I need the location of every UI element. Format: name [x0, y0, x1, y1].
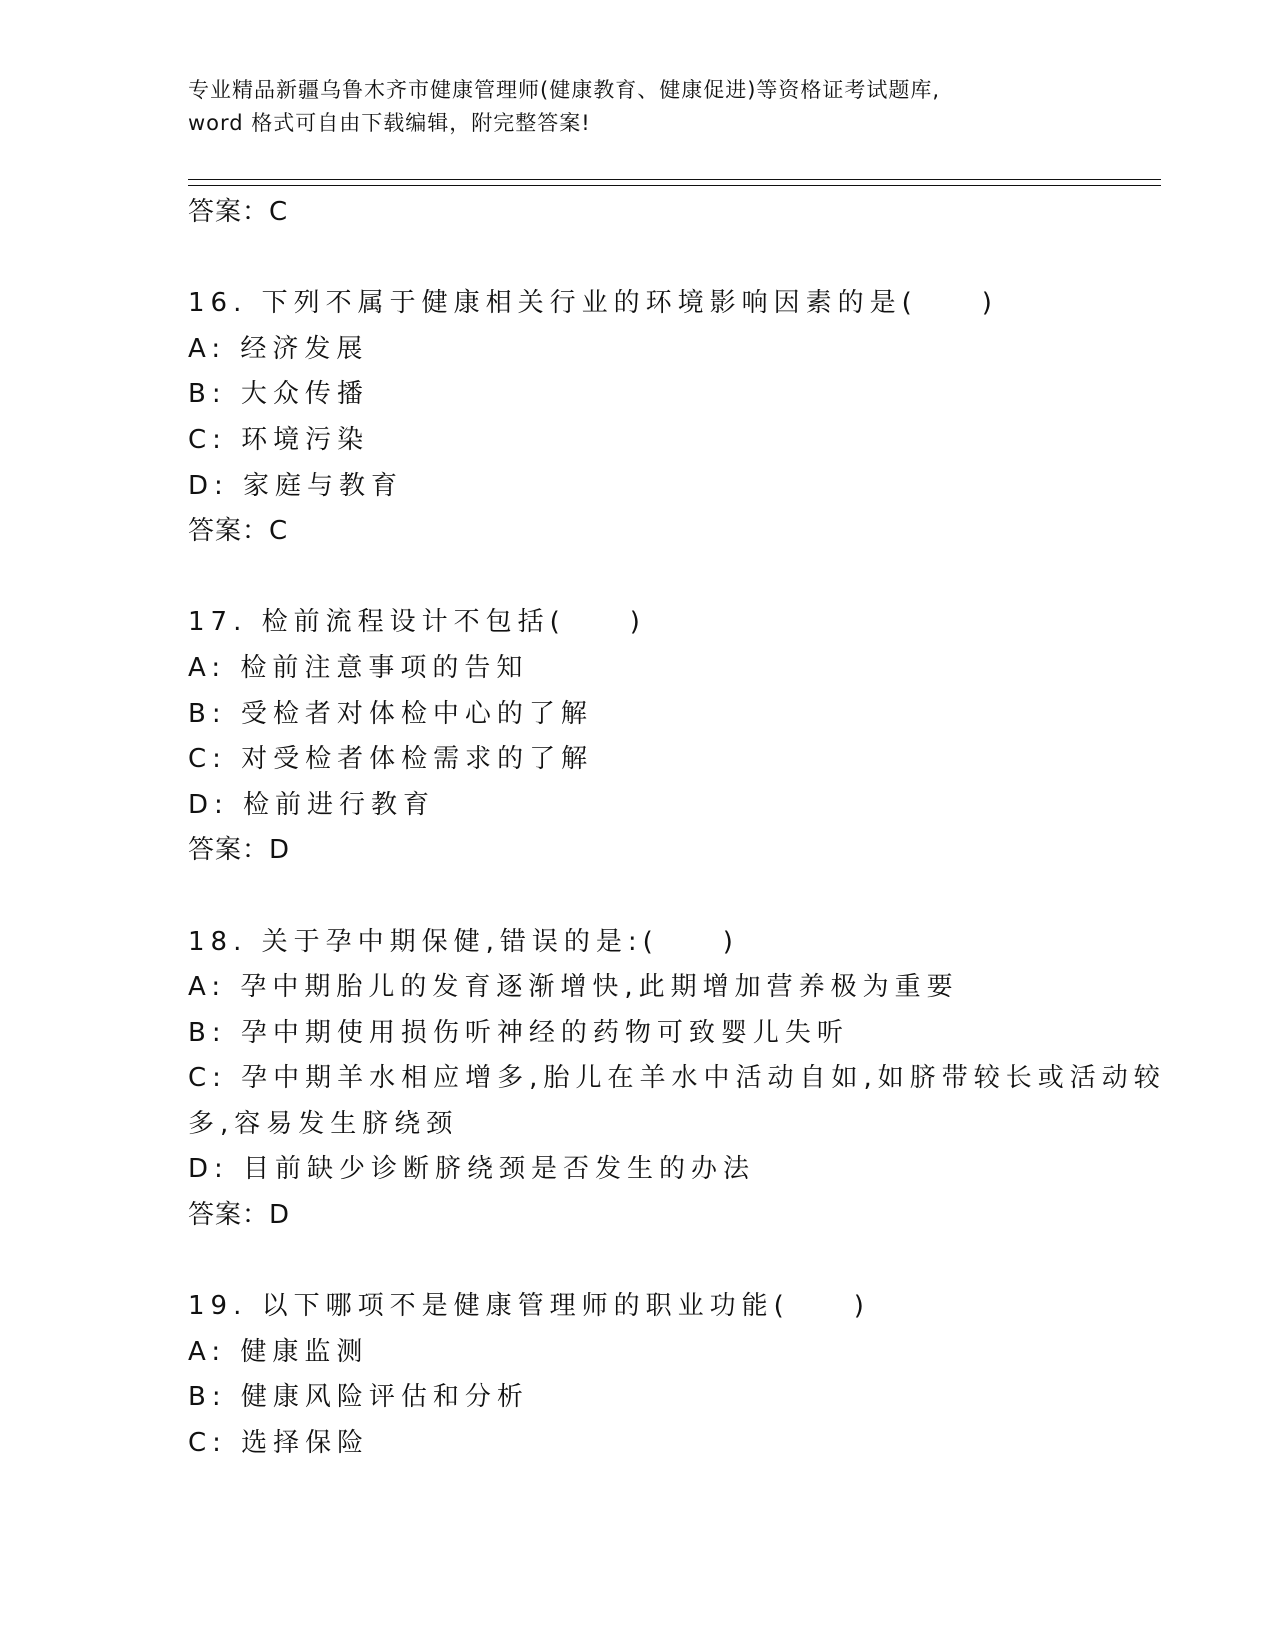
question-stem: 18. 关于孕中期保健,错误的是:( ) — [188, 926, 739, 957]
question-17 — [188, 600, 1148, 874]
spacer — [188, 555, 1148, 601]
option-c: C: 选择保险 — [188, 1428, 370, 1459]
question-list — [188, 190, 1166, 1467]
question-18 — [188, 920, 1166, 1239]
option-d: D: 目前缺少诊断脐绕颈是否发生的办法 — [188, 1154, 756, 1185]
option-b: B: 健康风险评估和分析 — [188, 1382, 529, 1413]
document-header — [188, 74, 1088, 140]
question-stem: 16. 下列不属于健康相关行业的环境影响因素的是( ) — [188, 288, 998, 319]
header-line-1: 专业精品新疆乌鲁木齐市健康管理师(健康教育、健康促进)等资格证考试题库, — [188, 78, 941, 102]
answer-line: 答案：C — [188, 197, 289, 227]
answer-line: 答案：C — [188, 516, 289, 547]
answer-line: 答案：D — [188, 835, 291, 866]
header-line-2: word 格式可自由下载编辑，附完整答案! — [188, 111, 591, 135]
option-a: A: 孕中期胎儿的发育逐渐增快,此期增加营养极为重要 — [188, 972, 959, 1003]
question-16 — [188, 281, 1148, 555]
option-b: B: 受检者对体检中心的了解 — [188, 698, 593, 729]
header-divider-bottom — [188, 185, 1161, 186]
option-a: A: 健康监测 — [188, 1336, 369, 1367]
spacer — [188, 874, 1148, 920]
spacer — [188, 1239, 1148, 1285]
option-d: D: 检前进行教育 — [188, 789, 436, 820]
option-c: C: 环境污染 — [188, 424, 370, 455]
option-b: B: 大众传播 — [188, 379, 369, 410]
option-b: B: 孕中期使用损伤听神经的药物可致婴儿失听 — [188, 1017, 849, 1048]
spacer — [188, 236, 1148, 282]
question-stem: 17. 检前流程设计不包括( ) — [188, 607, 646, 638]
header-divider-top — [188, 179, 1161, 180]
question-19 — [188, 1284, 1148, 1466]
option-c: C: 对受检者体检需求的了解 — [188, 744, 594, 775]
option-c: C: 孕中期羊水相应增多,胎儿在羊水中活动自如,如脐带较长或活动较 — [188, 1063, 1166, 1094]
option-c-continued: 多,容易发生脐绕颈 — [188, 1108, 459, 1139]
answer-line: 答案：D — [188, 1200, 291, 1231]
option-a: A: 经济发展 — [188, 333, 369, 364]
option-d: D: 家庭与教育 — [188, 470, 404, 501]
question-stem: 19. 以下哪项不是健康管理师的职业功能( ) — [188, 1291, 870, 1322]
option-a: A: 检前注意事项的告知 — [188, 652, 529, 683]
